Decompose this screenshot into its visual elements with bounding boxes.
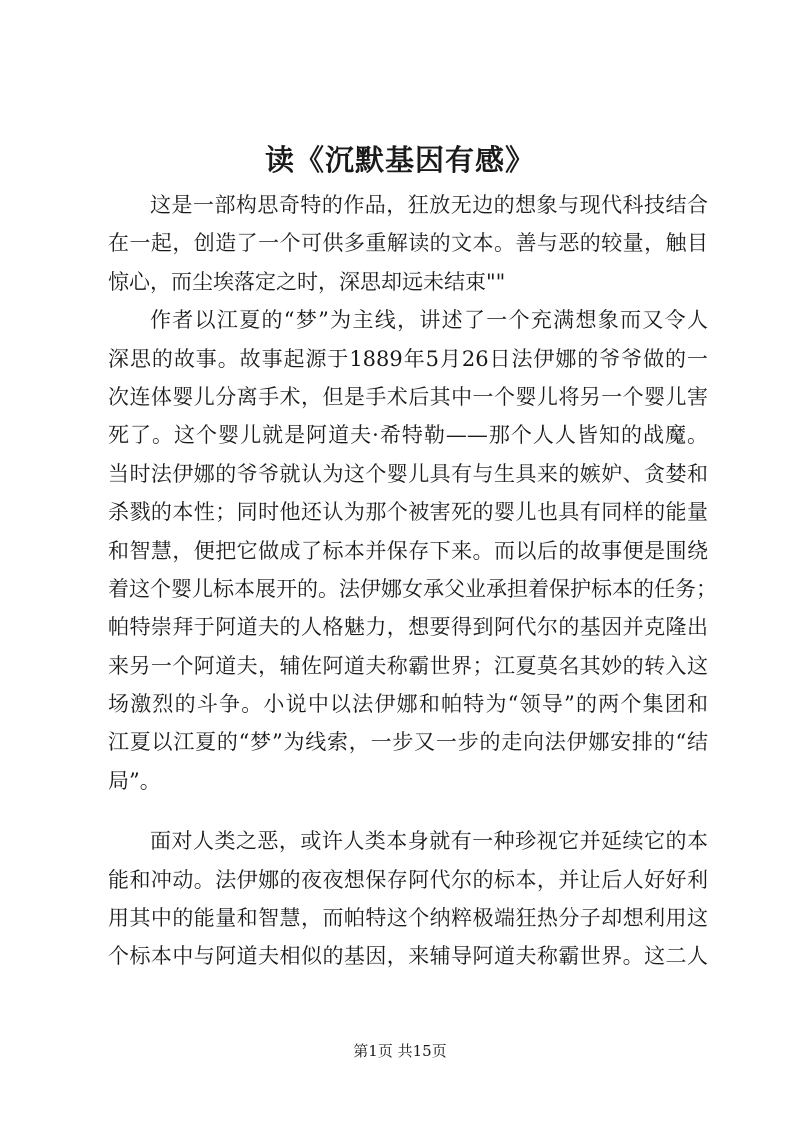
text-line: 用其中的能量和智慧，而帕特这个纳粹极端狂热分子却想利用这: [108, 906, 708, 931]
text-line: 作者以江夏的“梦”为主线，讲述了一个充满想象而又令人: [150, 308, 708, 333]
text-line: 次连体婴儿分离手术，但是手术后其中一个婴儿将另一个婴儿害: [108, 384, 708, 409]
text-line: 当时法伊娜的爷爷就认为这个婴儿具有与生具来的嫉妒、贪婪和: [108, 461, 708, 486]
text-line: 来另一个阿道夫，辅佐阿道夫称霸世界；江夏莫名其妙的转入这: [108, 653, 708, 678]
document-title: 读《沉默基因有感》: [264, 143, 535, 177]
document-body: [108, 186, 717, 976]
text-line: 在一起，创造了一个可供多重解读的文本。善与恶的较量，触目: [108, 231, 708, 256]
text-line: 场激烈的斗争。小说中以法伊娜和帕特为“领导”的两个集团和: [108, 692, 708, 717]
text-line: 江夏以江夏的“梦”为线索，一步又一步的走向法伊娜安排的“结: [108, 730, 708, 755]
text-line: 死了。这个婴儿就是阿道夫·希特勒——那个人人皆知的战魔。: [108, 423, 708, 448]
text-line: 能和冲动。法伊娜的夜夜想保存阿代尔的标本，并让后人好好利: [108, 867, 708, 892]
text-line: 杀戮的本性；同时他还认为那个被害死的婴儿也具有同样的能量: [108, 500, 708, 525]
text-line: 和智慧，便把它做成了标本并保存下来。而以后的故事便是围绕: [108, 538, 708, 563]
text-line: 帕特崇拜于阿道夫的人格魅力，想要得到阿代尔的基因并克隆出: [108, 615, 708, 640]
text-line: 这是一部构思奇特的作品，狂放无边的想象与现代科技结合: [150, 193, 708, 217]
text-line: 着这个婴儿标本展开的。法伊娜女承父业承担着保护标本的任务；: [108, 576, 717, 601]
paragraph: [108, 822, 708, 976]
paragraph-gap: [108, 800, 708, 822]
text-line: 个标本中与阿道夫相似的基因，来辅导阿道夫称霸世界。这二人: [108, 944, 708, 969]
text-line: 面对人类之恶，或许人类本身就有一种珍视它并延续它的本: [150, 829, 708, 854]
paragraph: [108, 186, 708, 301]
paragraph: [108, 301, 717, 800]
text-line: 深思的故事。故事起源于1889年5月26日法伊娜的爷爷做的一: [108, 346, 708, 371]
text-line: 局”。: [108, 768, 161, 793]
text-line: 惊心，而尘埃落定之时，深思却远未结束"": [108, 269, 506, 294]
page-number-footer: 第1页 共15页: [353, 1042, 447, 1060]
